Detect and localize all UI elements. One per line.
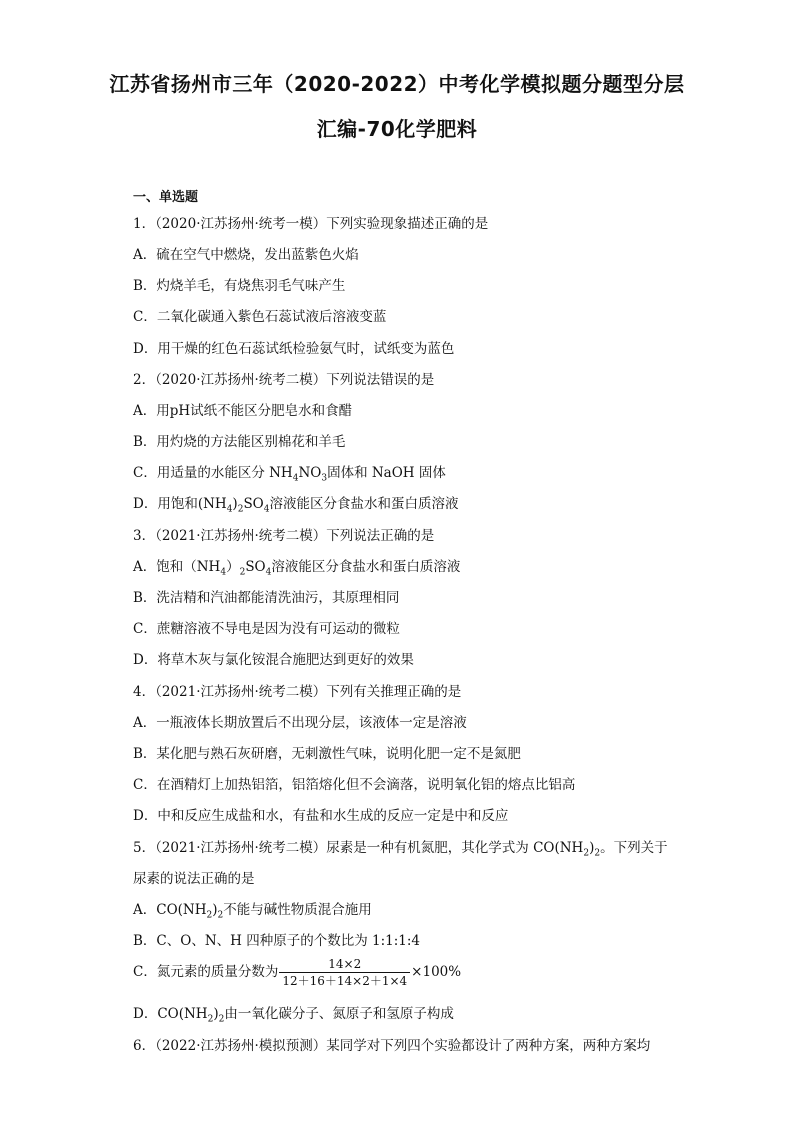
question-5-stem-continued: 尿素的说法正确的是 (133, 871, 255, 887)
question-4-stem: 4．（2021·江苏扬州·统考二模）下列有关推理正确的是 (133, 684, 462, 700)
question-1-option-d: D．用干燥的红色石蕊试纸检验氨气时，试纸变为蓝色 (133, 341, 455, 357)
question-3-option-c: C．蔗糖溶液不导电是因为没有可运动的微粒 (133, 621, 400, 637)
question-3-stem: 3．（2021·江苏扬州·统考二模）下列说法正确的是 (133, 528, 435, 544)
question-5-stem: 5．（2021·江苏扬州·统考二模）尿素是一种有机氮肥，其化学式为 $CO(NH_2)_2$。下列关于 (133, 840, 668, 859)
question-1-stem: 1．（2020·江苏扬州·统考一模）下列实验现象描述正确的是 (133, 216, 489, 232)
question-2-option-a: A．用pH试纸不能区分肥皂水和食醋 (133, 403, 353, 419)
question-3-option-a: A．饱和$(NH_4)_2SO_4$溶液能区分食盐水和蛋白质溶液 (133, 559, 461, 578)
question-5-option-b: B．C、O、N、H 四种原子的个数比为 1:1:1:4 (133, 933, 420, 949)
question-2-option-c: C．用适量的水能区分 $NH_4NO_3$固体和 NaOH 固体 (133, 465, 446, 484)
question-3-option-d: D．将草木灰与氯化铵混合施肥达到更好的效果 (133, 652, 414, 668)
question-4-option-a: A．一瓶液体长期放置后不出现分层，该液体一定是溶液 (133, 715, 467, 731)
document-title-line-2: 汇编-70化学肥料 (316, 117, 478, 141)
question-6-stem: 6．（2022·江苏扬州·模拟预测）某同学对下列四个实验都设计了两种方案，两种方案均 (133, 1038, 651, 1054)
question-4-option-b: B．某化肥与熟石灰研磨，无刺激性气味，说明化肥一定不是氮肥 (133, 746, 521, 762)
question-1-option-b: B．灼烧羊毛，有烧焦羽毛气味产生 (133, 278, 346, 294)
question-4-option-c: C．在酒精灯上加热铝箔，铝箔熔化但不会滴落，说明氧化铝的熔点比铝高 (133, 777, 576, 793)
mass-fraction-formula (279, 956, 410, 989)
question-4-option-d: D．中和反应生成盐和水，有盐和水生成的反应一定是中和反应 (133, 808, 509, 824)
question-2-option-b: B．用灼烧的方法能区别棉花和羊毛 (133, 434, 346, 450)
question-1-option-a: A．硫在空气中燃烧，发出蓝紫色火焰 (133, 247, 359, 263)
question-5-option-a: A．$CO(NH_2)_2$不能与碱性物质混合施用 (133, 902, 372, 921)
section-heading: 一、单选题 (133, 190, 199, 205)
question-5-option-d: D．$CO(NH_2)_2$由一氧化碳分子、氮原子和氢原子构成 (133, 1006, 454, 1025)
fraction-denominator: 12＋16＋14×2＋1×4 (279, 972, 410, 989)
fraction-numerator: 14×2 (328, 957, 362, 971)
question-1-option-c: C．二氧化碳通入紫色石蕊试液后溶液变蓝 (133, 309, 387, 325)
question-3-option-b: B．洗洁精和汽油都能清洗油污，其原理相同 (133, 590, 400, 606)
question-2-option-d: D．用饱和$(NH_4)_2SO_4$溶液能区分食盐水和蛋白质溶液 (133, 496, 459, 515)
document-title-line-1: 江苏省扬州市三年（2020-2022）中考化学模拟题分题型分层 (109, 72, 685, 96)
question-2-stem: 2．（2020·江苏扬州·统考二模）下列说法错误的是 (133, 372, 435, 388)
question-5-option-c: C．氮元素的质量分数为 $\frac{14\times 2}{12+16+14\times 2+1\times 4}$ ×100% (133, 957, 462, 988)
